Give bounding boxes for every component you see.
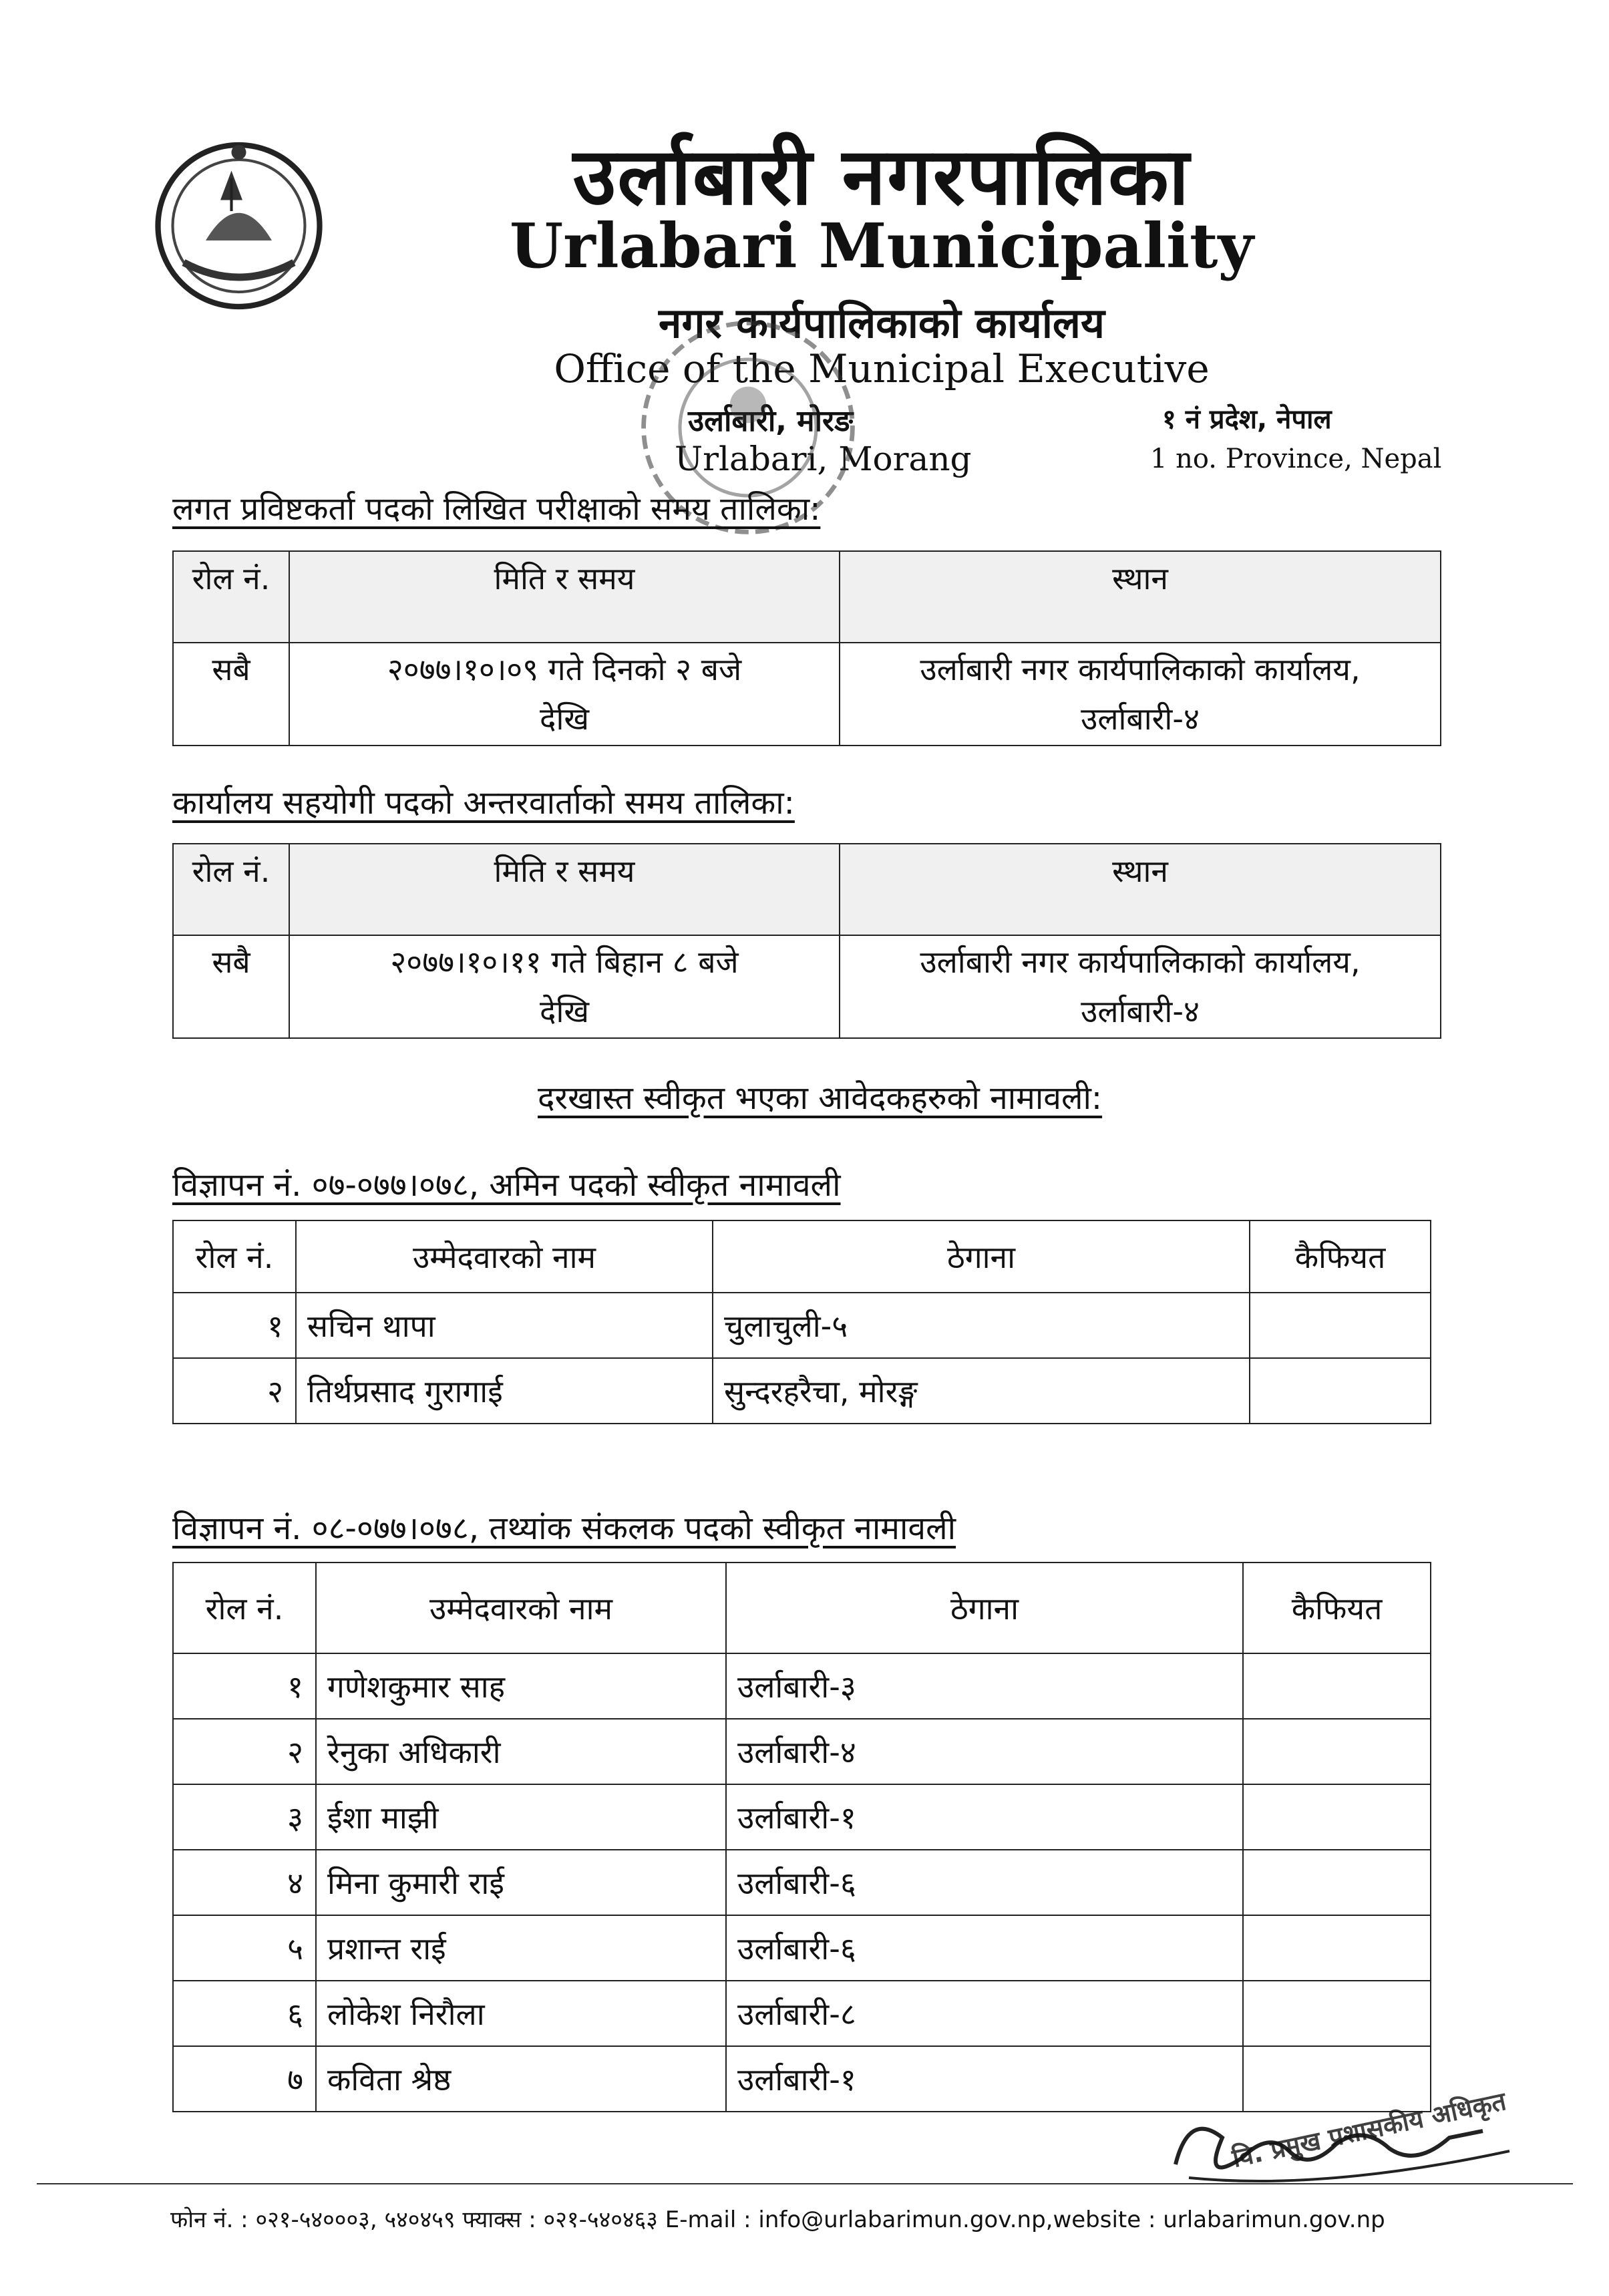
name-cell: ईशा माझी [316, 1784, 726, 1850]
roll-cell: ७ [173, 2046, 316, 2112]
remark-cell [1250, 1293, 1431, 1358]
column-header: स्थान [840, 844, 1441, 935]
column-header: स्थान [840, 551, 1441, 643]
remark-cell [1250, 1358, 1431, 1424]
column-header: उम्मेदवारको नाम [296, 1220, 713, 1293]
place-cell [840, 643, 1441, 746]
datetime-line: २०७७।१०।११ गते बिहान ८ बजे [390, 944, 739, 980]
interview-heading: कार्यालय सहयोगी पदको अन्तरवार्ताको समय तालिका: [172, 784, 795, 822]
column-header: रोल नं. [173, 844, 289, 935]
table-row [173, 1981, 1431, 2046]
remark-cell [1243, 1915, 1431, 1981]
address-nepali: उर्लाबारी, मोरङ [688, 404, 854, 438]
remark-cell [1243, 1981, 1431, 2046]
signature-title-stamp: वि. प्रमुख प्रशासकीय अधिकृत [1230, 2086, 1509, 2173]
roll-cell: ४ [173, 1850, 316, 1915]
datetime-line: देखि [540, 993, 589, 1029]
nepal-emblem-logo [147, 130, 331, 314]
name-cell: गणेशकुमार साह [316, 1653, 726, 1719]
column-header: मिति र समय [289, 551, 840, 643]
roll-cell: सबै [173, 643, 289, 746]
written-exam-heading: लगत प्रविष्टकर्ता पदको लिखित परीक्षाको समय तालिका: [172, 490, 821, 528]
column-header: ठेगाना [713, 1220, 1250, 1293]
column-header: मिति र समय [289, 844, 840, 935]
amin-table [172, 1220, 1431, 1424]
name-cell: कविता श्रेष्ठ [316, 2046, 726, 2112]
column-header: कैफियत [1250, 1220, 1431, 1293]
remark-cell [1243, 1850, 1431, 1915]
table-row [173, 1850, 1431, 1915]
roll-cell: १ [173, 1293, 296, 1358]
datetime-cell [289, 935, 840, 1038]
column-header: रोल नं. [173, 1563, 316, 1653]
address-english: Urlabari, Morang [675, 440, 972, 478]
address-cell: सुन्दरहरैचा, मोरङ्ग [713, 1358, 1250, 1424]
footer-contact: फोन नं. : ०२१-५४०००३, ५४०४५९ फ्याक्स : ०२१-५४०४६३ E-mail : info@urlabarimun.gov.np,website : urlabarimun.gov.np [170, 2206, 1385, 2233]
roll-cell: ३ [173, 1784, 316, 1850]
address-cell: उर्लाबारी-१ [726, 1784, 1243, 1850]
remark-cell [1243, 1719, 1431, 1784]
table-row [173, 1653, 1431, 1719]
amin-list-heading: विज्ञापन नं. ०७-०७७।०७८, अमिन पदको स्वीकृत नामावली [172, 1166, 841, 1204]
column-header: ठेगाना [726, 1563, 1243, 1653]
place-line: उर्लाबारी-४ [1081, 701, 1200, 737]
column-header: उम्मेदवारको नाम [316, 1563, 726, 1653]
address-cell: उर्लाबारी-८ [726, 1981, 1243, 2046]
column-header: रोल नं. [173, 551, 289, 643]
column-header: कैफियत [1243, 1563, 1431, 1653]
table-row [173, 1915, 1431, 1981]
address-cell: उर्लाबारी-१ [726, 2046, 1243, 2112]
footer-divider [37, 2183, 1573, 2184]
table-row [173, 935, 1441, 1038]
province-nepali: १ नं प्रदेश, नेपाल [1162, 404, 1332, 435]
name-cell: तिर्थप्रसाद गुरागाई [296, 1358, 713, 1424]
name-cell: प्रशान्त राई [316, 1915, 726, 1981]
place-line: उर्लाबारी-४ [1081, 993, 1200, 1029]
province-english: 1 no. Province, Nepal [1150, 444, 1442, 474]
address-cell: उर्लाबारी-३ [726, 1653, 1243, 1719]
roll-cell: २ [173, 1358, 296, 1424]
written-exam-table [172, 550, 1441, 746]
name-cell: रेनुका अधिकारी [316, 1719, 726, 1784]
place-line: उर्लाबारी नगर कार्यपालिकाको कार्यालय, [920, 651, 1361, 687]
table-row [173, 643, 1441, 746]
remark-cell [1243, 1784, 1431, 1850]
municipality-title-nepali: उर्लाबारी नगरपालिका [572, 130, 1191, 222]
data-collector-list-heading: विज्ञापन नं. ०८-०७७।०७८, तथ्यांक संकलक पदको स्वीकृत नामावली [172, 1510, 956, 1547]
applicants-heading: दरखास्त स्वीकृत भएका आवेदकहरुको नामावली: [538, 1080, 1103, 1117]
data-collector-table [172, 1562, 1431, 2112]
datetime-line: देखि [540, 701, 589, 737]
table-row [173, 1784, 1431, 1850]
column-header: रोल नं. [173, 1220, 296, 1293]
interview-table [172, 843, 1441, 1039]
table-row [173, 1358, 1431, 1424]
roll-cell: १ [173, 1653, 316, 1719]
roll-cell: २ [173, 1719, 316, 1784]
datetime-line: २०७७।१०।०९ गते दिनको २ बजे [387, 651, 742, 687]
remark-cell [1243, 1653, 1431, 1719]
office-name-english: Office of the Municipal Executive [554, 346, 1210, 391]
address-cell: उर्लाबारी-६ [726, 1915, 1243, 1981]
name-cell: मिना कुमारी राई [316, 1850, 726, 1915]
address-cell: उर्लाबारी-४ [726, 1719, 1243, 1784]
roll-cell: ६ [173, 1981, 316, 2046]
address-cell: उर्लाबारी-६ [726, 1850, 1243, 1915]
roll-cell: ५ [173, 1915, 316, 1981]
table-row [173, 1719, 1431, 1784]
address-cell: चुलाचुली-५ [713, 1293, 1250, 1358]
name-cell: लोकेश निरौला [316, 1981, 726, 2046]
name-cell: सचिन थापा [296, 1293, 713, 1358]
datetime-cell [289, 643, 840, 746]
place-cell [840, 935, 1441, 1038]
table-row [173, 1293, 1431, 1358]
roll-cell: सबै [173, 935, 289, 1038]
office-name-nepali: नगर कार्यपालिकाको कार्यालय [659, 299, 1105, 347]
municipality-title-english: Urlabari Municipality [510, 210, 1254, 282]
place-line: उर्लाबारी नगर कार्यपालिकाको कार्यालय, [920, 944, 1361, 980]
